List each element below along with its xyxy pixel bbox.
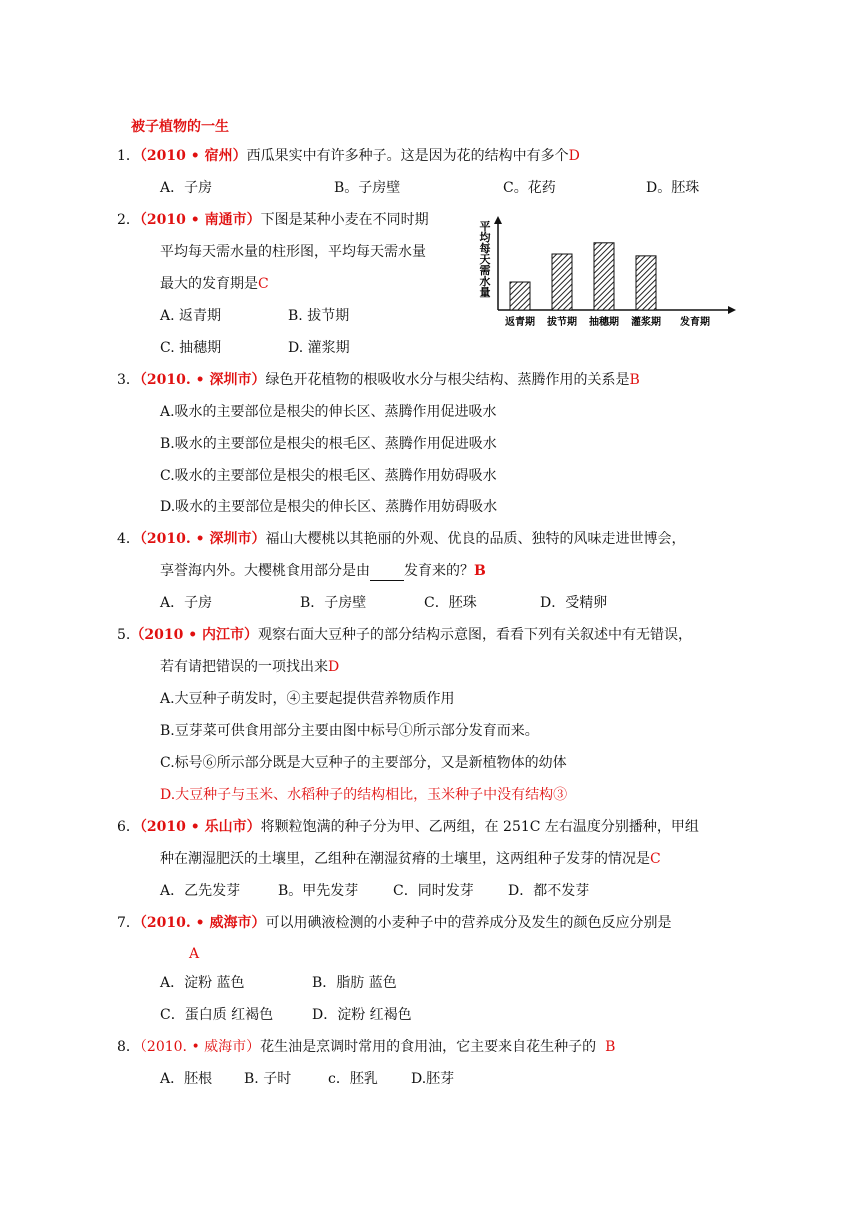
option-b: B. 拔节期 bbox=[288, 308, 350, 324]
answer: B bbox=[474, 563, 486, 579]
y-axis-arrow-icon bbox=[494, 216, 502, 224]
bar-2 bbox=[552, 254, 572, 310]
question-stem: 西瓜果实中有许多种子。这是因为花的结构中有多个 bbox=[246, 148, 569, 164]
question-source: （2010. • 深圳市） bbox=[139, 372, 266, 388]
option-a: A.大豆种子萌发时，④主要起提供营养物质作用 bbox=[160, 691, 455, 707]
answer: C bbox=[258, 276, 269, 292]
question-stem-line: 若有请把错误的一项找出来 bbox=[160, 659, 328, 675]
y-axis-label-char: 水 bbox=[479, 275, 491, 288]
x-tick-label: 抽穗期 bbox=[589, 317, 619, 328]
option-b: B.豆芽菜可供食用部分主要由图中标号①所示部分发育而来。 bbox=[160, 723, 539, 739]
option-a: A. 返青期 bbox=[160, 308, 222, 324]
option-a: A．胚根 bbox=[160, 1071, 213, 1087]
question-6 bbox=[117, 817, 699, 837]
question-stem-line: 将颗粒饱满的种子分为甲、乙两组，在 251C 左右温度分别播种，甲组 bbox=[260, 819, 699, 835]
y-axis-label-char: 均 bbox=[479, 231, 491, 244]
option-d: D．淀粉 红褐色 bbox=[312, 1007, 412, 1023]
option-c: C.吸水的主要部位是根尖的根毛区、蒸腾作用妨碍吸水 bbox=[160, 468, 497, 484]
question-4 bbox=[117, 529, 685, 549]
question-number: 5. bbox=[117, 627, 131, 643]
question-5 bbox=[117, 625, 692, 645]
option-d: D。胚珠 bbox=[646, 180, 700, 196]
water-need-bar-chart bbox=[468, 212, 738, 336]
question-source: （2010. • 威海市） bbox=[139, 1039, 261, 1055]
question-number: 6． bbox=[117, 819, 140, 835]
question-stem-line: 下图是某种小麦在不同时期 bbox=[260, 212, 429, 228]
option-b: B．脂肪 蓝色 bbox=[312, 975, 397, 991]
question-source: （2010 • 宿州） bbox=[139, 148, 247, 164]
option-d: D．受精卵 bbox=[540, 595, 608, 611]
option-b: B。子房壁 bbox=[334, 180, 401, 196]
question-3 bbox=[117, 370, 640, 390]
question-stem-line: 观察右面大豆种子的部分结构示意图，看看下列有关叙述中有无错误， bbox=[258, 627, 693, 643]
option-a: A．乙先发芽 bbox=[160, 883, 241, 899]
question-2-line3 bbox=[160, 274, 269, 294]
question-2 bbox=[117, 210, 429, 230]
option-c: C. 抽穗期 bbox=[160, 340, 222, 356]
bar-3 bbox=[594, 243, 614, 310]
option-a: A．子房 bbox=[160, 180, 213, 196]
option-d: D.大豆种子与玉米、水稻种子的结构相比，玉米种子中没有结构③ bbox=[160, 787, 568, 803]
question-stem-line: 种在潮湿肥沃的土壤里，乙组种在潮湿贫瘠的土壤里，这两组种子发芽的情况是 bbox=[160, 851, 650, 867]
question-source: （2010. • 威海市） bbox=[139, 915, 266, 931]
answer: D bbox=[328, 659, 340, 675]
y-axis-label-char: 每 bbox=[479, 242, 491, 255]
question-stem-line: 最大的发育期是 bbox=[160, 276, 258, 292]
question-stem-line: 平均每天需水量的柱形图，平均每天需水量 bbox=[160, 244, 426, 260]
option-c: C．蛋白质 红褐色 bbox=[160, 1007, 274, 1023]
question-4-line2 bbox=[160, 561, 486, 581]
question-number: 8． bbox=[117, 1039, 140, 1055]
question-8 bbox=[117, 1037, 615, 1057]
option-c: c．胚乳 bbox=[328, 1071, 378, 1087]
question-number: 1． bbox=[117, 148, 140, 164]
fill-blank bbox=[370, 566, 404, 581]
question-1 bbox=[117, 146, 580, 166]
section-title: 被子植物的一生 bbox=[131, 119, 229, 135]
question-stem: 花生油是烹调时常用的食用油，它主要来自花生种子的 bbox=[260, 1039, 597, 1055]
option-a: A.吸水的主要部位是根尖的伸长区、蒸腾作用促进吸水 bbox=[160, 404, 497, 420]
question-number: 4． bbox=[117, 531, 140, 547]
option-b: B. 子时 bbox=[244, 1071, 292, 1087]
answer: B bbox=[629, 372, 640, 388]
bar-4 bbox=[636, 256, 656, 310]
option-c: C.标号⑥所示部分既是大豆种子的主要部分，又是新植物体的幼体 bbox=[160, 755, 567, 771]
question-7 bbox=[117, 913, 671, 933]
option-d: D.胚芽 bbox=[411, 1071, 455, 1087]
chart-svg bbox=[468, 212, 738, 336]
option-c: C。花药 bbox=[503, 180, 556, 196]
y-axis-label bbox=[480, 219, 492, 299]
y-axis-label-char: 量 bbox=[479, 286, 491, 299]
answer: D bbox=[568, 148, 580, 164]
question-stem-line: 享誉海内外。大樱桃食用部分是由 bbox=[160, 563, 370, 579]
answer: B bbox=[605, 1039, 616, 1055]
option-a: A．淀粉 蓝色 bbox=[160, 975, 245, 991]
y-axis-label-char: 需 bbox=[479, 264, 491, 277]
option-b: B.吸水的主要部位是根尖的根毛区、蒸腾作用促进吸水 bbox=[160, 436, 497, 452]
question-source: （2010 • 南通市） bbox=[139, 212, 261, 228]
question-source: （2010. • 深圳市） bbox=[139, 531, 266, 547]
option-c: C．同时发芽 bbox=[393, 883, 474, 899]
answer: C bbox=[650, 851, 661, 867]
option-d: D.吸水的主要部位是根尖的伸长区、蒸腾作用妨碍吸水 bbox=[160, 499, 498, 515]
question-number: 7． bbox=[117, 915, 140, 931]
x-axis-label: 发育期 bbox=[680, 317, 710, 328]
question-source: （2010 • 内江市） bbox=[130, 627, 259, 643]
x-tick-label: 灌浆期 bbox=[631, 317, 661, 328]
question-stem-line: 福山大樱桃以其艳丽的外观、优良的品质、独特的风味走进世博会， bbox=[265, 531, 686, 547]
y-axis-label-char: 平 bbox=[479, 220, 491, 233]
question-source: （2010 • 乐山市） bbox=[139, 819, 261, 835]
question-number: 3． bbox=[117, 372, 140, 388]
question-5-line2 bbox=[160, 657, 339, 677]
x-axis-arrow-icon bbox=[728, 306, 736, 314]
question-stem-line: 发育来的？ bbox=[404, 563, 474, 579]
option-b: B。甲先发芽 bbox=[278, 883, 359, 899]
option-d: D．都不发芽 bbox=[508, 883, 590, 899]
question-number: 2． bbox=[117, 212, 140, 228]
x-tick-label: 拔节期 bbox=[547, 317, 577, 328]
x-tick-labels bbox=[505, 315, 661, 328]
bar-1 bbox=[510, 282, 530, 310]
bars bbox=[510, 243, 656, 310]
option-c: C．胚珠 bbox=[424, 595, 477, 611]
question-stem: 绿色开花植物的根吸收水分与根尖结构、蒸腾作用的关系是 bbox=[265, 372, 630, 388]
option-d: D. 灌浆期 bbox=[288, 340, 350, 356]
question-6-line2 bbox=[160, 849, 661, 869]
y-axis-label-char: 天 bbox=[479, 253, 491, 266]
option-a: A．子房 bbox=[160, 595, 213, 611]
x-tick-label: 返青期 bbox=[505, 317, 535, 328]
option-b: B．子房壁 bbox=[300, 595, 367, 611]
answer: A bbox=[189, 946, 200, 962]
question-stem: 可以用碘液检测的小麦种子中的营养成分及发生的颜色反应分别是 bbox=[265, 915, 672, 931]
